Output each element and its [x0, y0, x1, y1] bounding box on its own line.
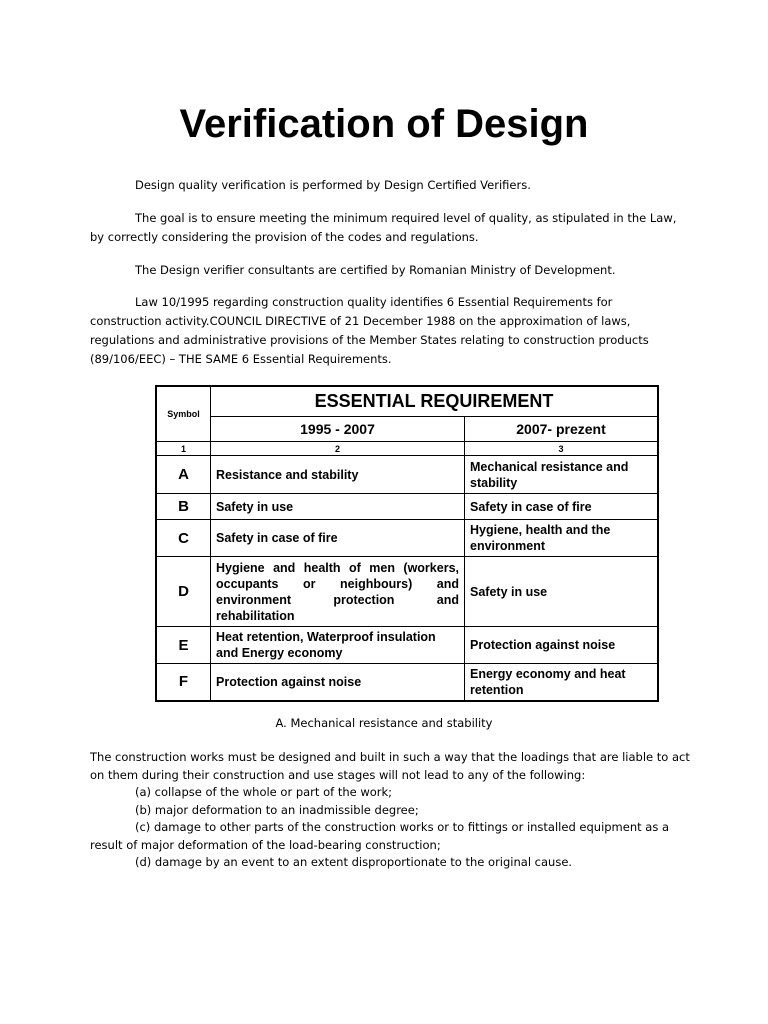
- item-c-line-1: (c) damage to other parts of the construction works or to fittings or installed equipment as a: [135, 820, 670, 834]
- paragraph-1: Design quality verification is performed by Design Certified Verifiers.: [135, 178, 531, 192]
- item-d: (d) damage by an event to an extent disproportionate to the original cause.: [135, 855, 573, 869]
- section-intro-line-2: on them during their construction and use stages will not lead to any of the following:: [90, 767, 586, 782]
- paragraph-4-line-3: regulations and administrative provisions of the Member States relating to construction products: [90, 333, 649, 347]
- item-a: (a) collapse of the whole or part of the work;: [135, 785, 393, 799]
- row-symbol: C: [156, 520, 211, 557]
- paragraph-4-line-2: construction activity.COUNCIL DIRECTIVE of 21 December 1988 on the approximation of laws,: [90, 314, 631, 328]
- row-symbol: A: [156, 456, 211, 494]
- table-row: [156, 520, 658, 557]
- row-symbol: F: [156, 664, 211, 701]
- table-row: [156, 627, 658, 664]
- paragraph-4-line-1: Law 10/1995 regarding construction quality identifies 6 Essential Requirements for: [135, 295, 613, 309]
- page-title: Verification of Design: [179, 102, 589, 146]
- row-new-requirement: Safety in use: [465, 557, 659, 627]
- row-new-requirement: Safety in case of fire: [465, 494, 659, 520]
- item-c-line-2: result of major deformation of the load-bearing construction;: [90, 837, 441, 852]
- row-old-requirement: Resistance and stability: [211, 456, 465, 494]
- row-symbol: B: [156, 494, 211, 520]
- section-intro-line-1: The construction works must be designed and built in such a way that the loadings that are liable to act: [90, 750, 690, 764]
- table-row: [156, 557, 658, 627]
- row-old-requirement: Protection against noise: [211, 664, 465, 701]
- row-symbol: D: [156, 557, 211, 627]
- column-number: 2: [211, 442, 465, 456]
- period-2007-present-header: 2007- prezent: [465, 417, 659, 442]
- row-new-requirement: Hygiene, health and the environment: [465, 520, 659, 557]
- paragraph-3: The Design verifier consultants are certified by Romanian Ministry of Development.: [135, 263, 616, 277]
- row-new-requirement: Protection against noise: [465, 627, 659, 664]
- paragraph-2-line-1: The goal is to ensure meeting the minimum required level of quality, as stipulated in the Law,: [135, 211, 677, 225]
- paragraph-2-line-2: by correctly considering the provision of the codes and regulations.: [90, 230, 479, 244]
- essential-requirements-table: [155, 385, 659, 702]
- paragraph-4-line-4: (89/106/EEC) – THE SAME 6 Essential Requirements.: [90, 352, 392, 366]
- row-old-requirement: Safety in case of fire: [211, 520, 465, 557]
- column-number: 3: [465, 442, 659, 456]
- row-old-requirement: Heat retention, Waterproof insulation and Energy economy: [211, 627, 465, 664]
- row-symbol: E: [156, 627, 211, 664]
- table-row: [156, 664, 658, 701]
- row-old-requirement: Hygiene and health of men (workers, occupants or neighbours) and environment protection and rehabilitation: [211, 557, 465, 627]
- row-old-requirement: Safety in use: [211, 494, 465, 520]
- table-row: [156, 456, 658, 494]
- row-new-requirement: Mechanical resistance and stability: [465, 456, 659, 494]
- column-number: 1: [156, 442, 211, 456]
- item-b: (b) major deformation to an inadmissible degree;: [135, 802, 419, 817]
- table-row: [156, 494, 658, 520]
- section-caption: A. Mechanical resistance and stability: [275, 716, 493, 730]
- symbol-header: Symbol: [156, 386, 211, 442]
- essential-requirement-header: ESSENTIAL REQUIREMENT: [211, 386, 659, 417]
- period-1995-2007-header: 1995 - 2007: [211, 417, 465, 442]
- row-new-requirement: Energy economy and heat retention: [465, 664, 659, 701]
